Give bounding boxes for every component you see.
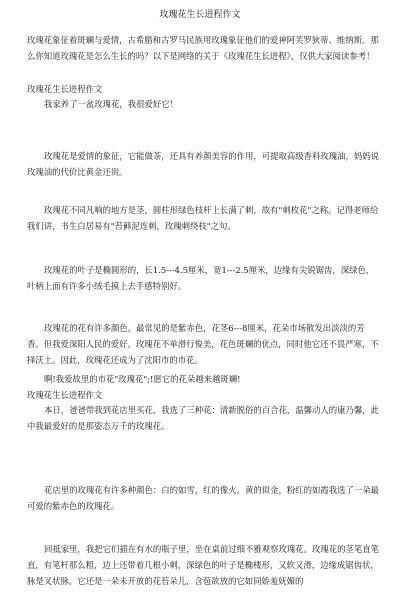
paragraph-1: 我家养了一盆玫瑰花，我很爱好它！: [44, 99, 178, 109]
intro-paragraph: 玫瑰花象征着斑斓与爱情，古希腊和古罗马民族用玫瑰象征他们的爱神阿芙罗狄蒂、维纳斯。那么你知道玫瑰花是怎么生长的吗？以下是网络的关于《玫瑰花生长进程》，仅供大家阅读参考！: [27, 35, 379, 61]
paragraph-6: 啊!我爱故里的市花"玫瑰花";!愿它的花朵越来越斑斓!: [44, 374, 241, 384]
paragraph-2: 玫瑰花是爱情的象征，它能做茶，还具有养颜美容的作用，可提取高级香料玫瑰油，妈妈说玫瑰油的代价比黄金还贵。: [27, 151, 379, 177]
section-heading-1: 玫瑰花生长进程作文: [27, 84, 103, 94]
paragraph-7: 本日，爸爸带我到花店里买花，我选了三种花：清新脱俗的百合花，温馨动人的康乃馨，此中我最爱好的是那姿态万千的玫瑰花。: [27, 405, 379, 431]
paragraph-4: 玫瑰花的叶子是椭圆形的，长1.5---4.5厘米，宽1---2.5厘米，边缘有尖锐锯齿，深绿色，叶柄上面有许多小绒毛摸上去手感特别好。: [27, 265, 375, 291]
paragraph-5: 玫瑰花的花有许多颜色，最常见的是紫赤色，花茎6---8厘米，花朵市场散发出淡淡的芳香。但我爱深阳人民的爱好。玫瑰花不单滑行俊美，花色斑斓的优点，同时他它还不畏严寒，不择沃土。因此，玫瑰花还成为了沈阳市的市花。: [27, 323, 379, 365]
section-heading-2: 玫瑰花生长进程作文: [27, 390, 103, 400]
paragraph-8: 花店里的玫瑰花有许多种颜色：白的如雪，红的像火，黄的似金，粉红的如霞我选了一朵最可爱的紫赤色的玫瑰花。: [27, 485, 379, 511]
paragraph-3: 玫瑰花不同凡响的地方是茎，圆柱形绿色枝杆上长满了刺，故有"刺枚花"之称。记得老师给我们讲，书生白居易有"苔藓泥连刺，玫瑰刺绕枝"之句。: [27, 205, 379, 231]
paragraph-9: 回抵家里，我把它们插在有水的瓶子里，坐在桌前过细不雅观察玫瑰花。玫瑰花的茎笔直笔直，有笔杆那么粗，边上还带着几根小刺，深绿色的叶子是椭楼形，又软又滑，边缘成锯齿状，脉是叉状脉。它还是一朵未开放的花苔朵儿，含苞欲放的它如同娇羞妩媚的: [27, 544, 379, 586]
document-title: 玫瑰花生长进程作文: [159, 10, 241, 20]
